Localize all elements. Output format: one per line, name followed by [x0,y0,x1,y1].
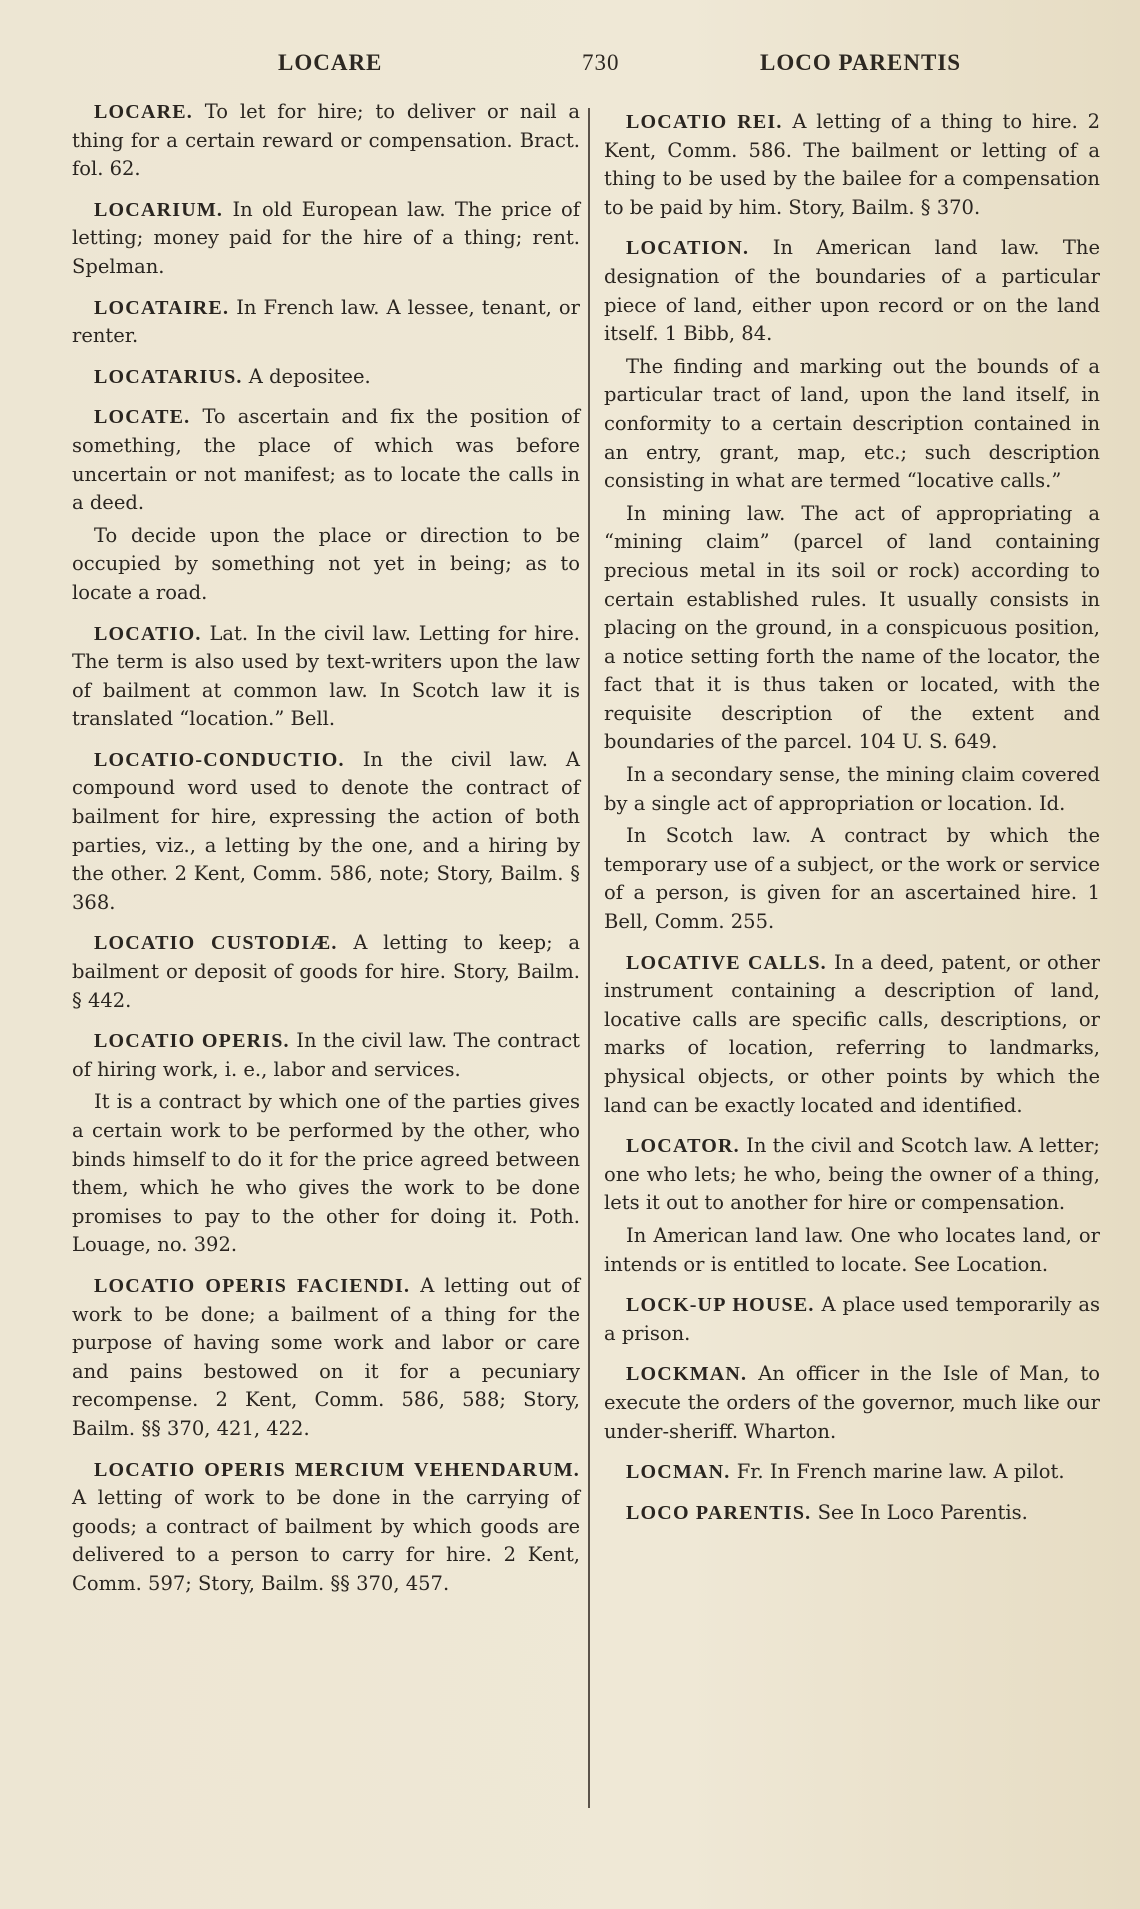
entry-text: A letting of work to be done in the carrying of goods; a contract of bailment by which goods are delivered to a person to carry for hire. 2 Kent, Comm. 597; Story, Bailm. §§ 370, 457. [72,1486,580,1595]
right-column [604,108,1100,1539]
entry-definition [604,1458,1100,1487]
entry-headword: LOCO PARENTIS. [626,1501,812,1524]
entry-headword: LOCATE. [94,406,191,429]
entry-text: A letting out of work to be done; a bailment of a thing for the purpose of having some work and labor or care and pains bestowed on it for a pecuniary recompense. 2 Kent, Comm. 586, 588; Story, Bailm. §§ 370, 421, 422. [72,1273,581,1440]
entry-paragraph [604,500,1100,757]
entry-text: In the civil law. A compound word used to denote the contract of bailment for hire, expressing the action of both parties, viz., a letting by the one, and a hiring by the other. 2 Kent, Comm. 586, note; Story, Bailm. § 368. [72,747,580,914]
dictionary-entry [604,1458,1100,1487]
dictionary-entry [604,1360,1100,1446]
entry-definition [72,294,580,351]
entry-headword: LOCARIUM. [94,198,224,221]
dictionary-entry [72,403,580,607]
entry-headword: LOCATIO. [94,622,202,645]
entry-definition [72,1027,580,1084]
entry-definition [604,1360,1100,1446]
entry-definition [604,1132,1100,1218]
entry-text: Lat. In the civil law. Letting for hire. The term is also used by text-writers upon the law of bailment at common law. In Scotch law it is translated “location.” Bell. [72,621,580,731]
dictionary-entry [72,929,580,1015]
entry-paragraph [72,522,580,608]
page-number: 730 [582,50,620,75]
running-head [0,50,1140,86]
entry-text: See In Loco Parentis. [817,1500,1028,1524]
entry-text: In Scotch law. A contract by which the temporary use of a subject, or the work or service of a person, is given for an ascertained hire. 1 Bell, Comm. 255. [604,824,1100,934]
entry-text: In old European law. The price of letting; money paid for the hire of a thing; rent. Spelman. [72,197,580,278]
entry-text: Fr. In French marine law. A pilot. [736,1460,1065,1484]
left-column [72,98,580,1611]
entry-definition [604,1291,1100,1348]
running-head-right: LOCO PARENTIS [760,50,962,75]
entry-definition [72,620,580,734]
dictionary-entry [72,363,580,392]
entry-paragraph [604,1222,1100,1279]
entry-headword: LOCATIVE CALLS. [626,951,827,974]
entry-text: An officer in the Isle of Man, to execute the orders of the governor, much like our under-sheriff. Wharton. [604,1362,1100,1443]
column-divider [588,108,590,1808]
entry-paragraph [604,353,1100,496]
dictionary-entry [604,949,1100,1121]
entry-text: In American land law. One who locates land, or intends or is entitled to locate. See Location. [604,1223,1100,1276]
entry-paragraph [604,822,1100,936]
dictionary-entry [604,1132,1100,1279]
entry-headword: LOCMAN. [626,1461,731,1484]
entry-text: In French law. A lessee, tenant, or renter. [72,295,580,348]
entry-text: In the civil law. The contract of hiring work, i. e., labor and services. [72,1029,580,1081]
dictionary-entry [72,196,580,282]
entry-text: A depositee. [248,364,371,388]
dictionary-entry [72,1456,580,1599]
dictionary-entry [604,108,1100,222]
entry-definition [72,403,580,517]
entry-text: In the civil and Scotch law. A letter; one who lets; he who, being the owner of a thing, lets it out to another for hire or compensation. [604,1134,1100,1215]
entry-text: A place used temporarily as a prison. [604,1293,1100,1345]
entry-text: A letting to keep; a bailment or deposit of goods for hire. Story, Bailm. § 442. [72,931,580,1012]
entry-headword: LOCATIO OPERIS. [94,1030,290,1053]
entry-text: In a deed, patent, or other instrument containing a description of land, locative calls are specific calls, descriptions, or marks of location, referring to landmarks, physical objects, or other points by which the land can be exactly located and identified. [604,950,1100,1117]
entry-headword: LOCATIO-CONDUCTIO. [94,748,345,771]
entry-definition [72,98,580,184]
dictionary-entry [72,746,580,918]
entry-headword: LOCATION. [626,237,750,260]
dictionary-entry [604,1499,1100,1528]
entry-definition [604,108,1100,222]
entry-definition [72,746,580,918]
entry-text: To let for hire; to deliver or nail a thing for a certain reward or compensation. Bract. fol. 62. [72,100,581,181]
entry-headword: LOCATIO OPERIS FACIENDI. [94,1274,411,1297]
dictionary-entry [72,1272,580,1444]
entry-definition [604,234,1100,348]
entry-paragraph [72,1088,580,1260]
entry-definition [72,363,580,392]
entry-text: A letting of a thing to hire. 2 Kent, Comm. 586. The bailment or letting of a thing to be used by the bailee for a compensation to be paid by him. Story, Bailm. § 370. [604,110,1100,219]
dictionary-entry [72,620,580,734]
entry-text: In a secondary sense, the mining claim covered by a single act of appropriation or location. Id. [604,763,1100,815]
entry-definition [604,1499,1100,1528]
dictionary-entry [72,1027,580,1260]
dictionary-entry [604,234,1100,936]
entry-definition [72,1456,580,1599]
entry-text: In mining law. The act of appropriating a “mining claim” (parcel of land containing precious metal in its soil or rock) according to certain established rules. It usually consists in placing on the ground, in a conspicuous position, a notice setting forth the name of the locator, the fact that it is thus taken or located, with the requisite description of the extent and boundaries of the parcel. 104 U. S. 649. [604,501,1100,754]
dictionary-entry [604,1291,1100,1348]
entry-definition [604,949,1100,1121]
entry-headword: LOCATIO CUSTODIÆ. [94,932,338,955]
entry-headword: LOCATIO OPERIS MERCIUM VEHENDARUM. [94,1458,580,1481]
entry-definition [72,1272,580,1444]
entry-headword: LOCKMAN. [626,1363,748,1386]
dictionary-entry [72,294,580,351]
entry-headword: LOCK-UP HOUSE. [626,1294,815,1317]
entry-headword: LOCATARIUS. [94,365,243,388]
entry-paragraph [604,761,1100,818]
entry-headword: LOCATOR. [626,1135,740,1158]
entry-definition [72,196,580,282]
entry-text: The finding and marking out the bounds of a particular tract of land, upon the land itself, in conformity to a certain description contained in an entry, grant, map, etc.; such description consisting in what are termed “locative calls.” [604,354,1100,493]
dictionary-entry [72,98,580,184]
running-head-left: LOCARE [278,50,383,75]
entry-text: In American land law. The designation of the boundaries of a particular piece of land, either upon record or on the land itself. 1 Bibb, 84. [604,236,1101,346]
entry-definition [72,929,580,1015]
entry-text: To decide upon the place or direction to be occupied by something not yet in being; as to locate a road. [72,523,580,604]
entry-headword: LOCATAIRE. [94,296,230,319]
entry-text: To ascertain and fix the position of something, the place of which was before uncertain or not manifest; as to locate the calls in a deed. [72,405,580,515]
entry-text: It is a contract by which one of the parties gives a certain work to be performed by the other, who binds himself to do it for the price agreed between them, which he who gives the work to be done promises to pay to the other for doing it. Poth. Louage, no. 392. [72,1090,580,1257]
entry-headword: LOCARE. [94,101,193,123]
entry-headword: LOCATIO REI. [626,111,783,133]
